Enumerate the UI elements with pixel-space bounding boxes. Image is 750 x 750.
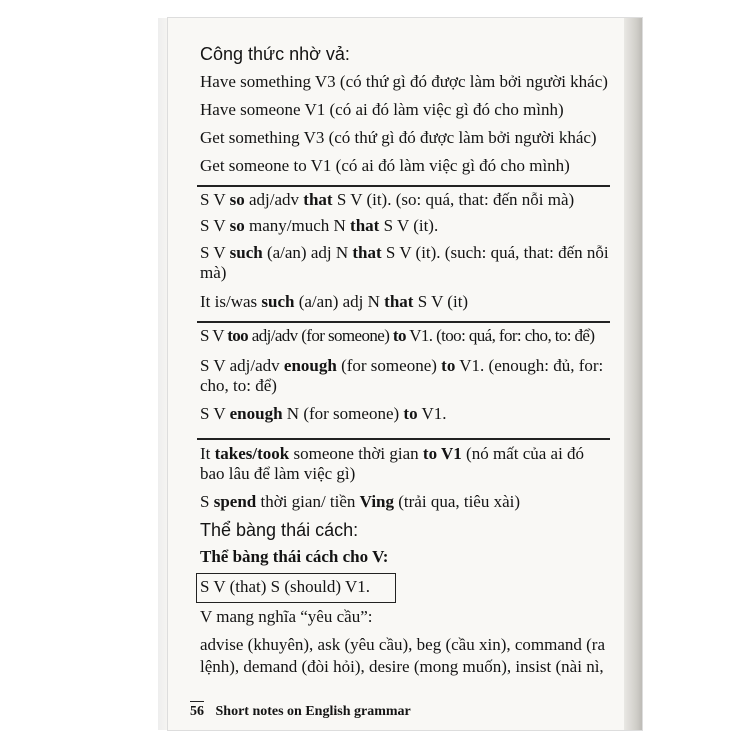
book-title: Short notes on English grammar — [215, 704, 411, 719]
section-divider — [197, 438, 610, 440]
causative-line: Get someone to V1 (có ai đó làm việc gì đó cho mình) — [200, 156, 570, 175]
such-that-formula: S V such (a/an) adj N that S V (it). (such: quá, that: đến nỗi mà) — [200, 243, 609, 282]
page-number: 56 — [190, 701, 204, 720]
spend-formula: S spend thời gian/ tiền Ving (trải qua, tiêu xài) — [200, 492, 521, 511]
boxed-formula: S V (that) S (should) V1. — [200, 577, 371, 596]
too-formula: S V too adj/adv (for someone) to V1. (too: quá, for: cho, to: để) — [200, 326, 595, 345]
page-footer — [190, 701, 411, 720]
enough-adj-formula: S V adj/adv enough (for someone) to V1. (enough: đủ, for: cho, to: để) — [200, 356, 604, 395]
subheading-subjunctive-verb: Thể bàng thái cách cho V: — [200, 547, 389, 566]
section-divider — [197, 321, 610, 323]
enough-noun-formula: S V enough N (for someone) to V1. — [200, 404, 447, 423]
it-was-such-formula: It is/was such (a/an) adj N that S V (it) — [200, 292, 469, 311]
heading-causative: Công thức nhờ vả: — [200, 44, 350, 64]
page-edge-shadow — [624, 18, 642, 730]
takes-time-formula: It takes/took someone thời gian to V1 (nó mất của ai đó bao lâu để làm việc gì) — [200, 444, 585, 483]
so-that-formula: S V so adj/adv that S V (it). (so: quá, that: đến nỗi mà) — [200, 190, 575, 209]
meaning-line: V mang nghĩa “yêu cầu”: — [200, 607, 373, 626]
causative-line: Have something V3 (có thứ gì đó được làm bởi người khác) — [200, 72, 608, 91]
causative-line: Get something V3 (có thứ gì đó được làm bởi người khác) — [200, 128, 597, 147]
verb-list-paragraph: advise (khuyên), ask (yêu cầu), beg (cầu xin), command (ra lệnh), demand (đòi hỏi), desire (mong muốn), insist (nài nì, — [200, 635, 606, 676]
section-divider — [197, 185, 610, 187]
so-many-formula: S V so many/much N that S V (it). — [200, 216, 439, 235]
causative-line: Have someone V1 (có ai đó làm việc gì đó cho mình) — [200, 100, 564, 119]
heading-subjunctive: Thể bàng thái cách: — [200, 520, 359, 540]
book-spine-shadow — [158, 18, 168, 730]
